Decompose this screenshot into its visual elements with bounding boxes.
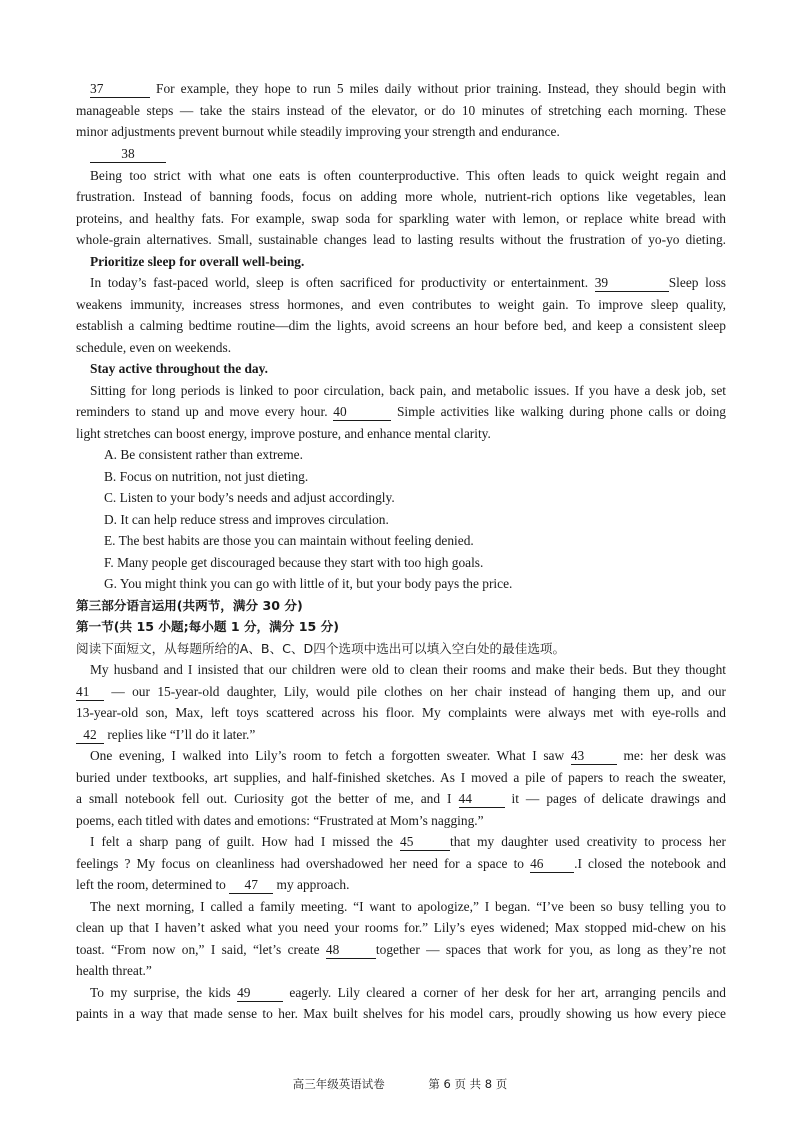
option-d: D. It can help reduce stress and improves circulation.	[104, 512, 389, 527]
option-a: A. Be consistent rather than extreme.	[104, 447, 303, 462]
section3-subtitle: 第一节(共 15 小题;每小题 1 分，满分 15 分)	[76, 619, 339, 634]
blank-45: 45	[400, 834, 450, 851]
option-f: F. Many people get discouraged because they start with too high goals.	[104, 555, 484, 570]
blank-44: 44	[459, 791, 505, 808]
blank-37: 37	[90, 81, 150, 98]
option-c: C. Listen to your body’s needs and adjust accordingly.	[104, 490, 395, 505]
heading-sleep: Prioritize sleep for overall well-being.	[90, 254, 305, 269]
p40-line2: reminders to stand up and move every hour. 40 Simple activities like walking during phone calls or doing	[76, 404, 726, 419]
option-b: B. Focus on nutrition, not just dieting.	[104, 469, 309, 484]
cloze-line2: 41 — our 15-year-old daughter, Lily, would pile clothes on her chair instead of hanging them up, and our	[76, 684, 726, 699]
cloze-line12: The next morning, I called a family meeting. “I want to apologize,” I began. “I’ve been so busy telling you to	[90, 899, 726, 914]
p37-line1: 37 For example, they hope to run 5 miles daily without prior training. Instead, they should begin with	[90, 81, 726, 96]
blank-41: 41	[76, 684, 104, 701]
cloze-line14: toast. “From now on,” I said, “let’s create 48 together — spaces that work for you, as long as they’re not	[76, 942, 726, 957]
cloze-line9: I felt a sharp pang of guilt. How had I missed the 45 that my daughter used creativity to process her	[90, 834, 726, 849]
blank-47: 47	[229, 877, 273, 894]
blank-49: 49	[237, 985, 283, 1002]
p38-line4: whole-grain alternatives. Small, sustainable changes lead to lasting results without the frustration of yo-yo dieting.	[76, 232, 726, 247]
p39-line2: weakens immunity, increases stress hormones, and even contributes to weight gain. To improve sleep quality,	[76, 297, 726, 312]
p39-line1: In today’s fast-paced world, sleep is often sacrificed for productivity or entertainment. 39 Sleep loss	[90, 275, 726, 290]
blank-42: 42	[76, 727, 104, 744]
page-footer	[0, 1076, 800, 1092]
heading-active: Stay active throughout the day.	[90, 361, 268, 376]
p39-line4: schedule, even on weekends.	[76, 340, 232, 355]
cloze-line1: My husband and I insisted that our children were old to clean their rooms and make their beds. But they thought	[90, 662, 726, 677]
cloze-line6: buried under textbooks, art supplies, and half-finished sketches. As I moved a pile of papers to reach the sweater,	[76, 770, 726, 785]
section3-instruction: 阅读下面短文，从每题所给的A、B、C、D四个选项中选出可以填入空白处的最佳选项。	[76, 641, 566, 656]
blank-40: 40	[333, 404, 391, 421]
cloze-line10: feelings ? My focus on cleanliness had overshadowed her need for a space to 46 .I closed the notebook and	[76, 856, 726, 871]
p37-line3: minor adjustments prevent burnout while steadily improving your strength and endurance.	[76, 124, 560, 139]
p38-line1: Being too strict with what one eats is often counterproductive. This often leads to quick weight regain and	[90, 168, 726, 183]
cloze-line13: clean up that I haven’t asked what you need your rooms for.” Lily’s eyes widened; Max stopped mid-chew on his	[76, 920, 726, 935]
p38-line3: proteins, and healthy fats. For example, swap soda for sparkling water with lemon, or replace white bread with	[76, 211, 726, 226]
cloze-line11: left the room, determined to 47 my approach.	[76, 877, 350, 892]
cloze-line17: paints in a way that made sense to her. Max built shelves for his model cars, proudly showing us how every piece	[76, 1006, 726, 1021]
cloze-line5: One evening, I walked into Lily’s room to fetch a forgotten sweater. What I saw 43 me: her desk was	[90, 748, 726, 763]
p37-line2: manageable steps — take the stairs instead of the elevator, or do 10 minutes of stretching each morning. These	[76, 103, 726, 118]
p40-line3: light stretches can boost energy, improve posture, and enhance mental clarity.	[76, 426, 491, 441]
option-g: G. You might think you can go with little of it, but your body pays the price.	[104, 576, 513, 591]
p40-line1: Sitting for long periods is linked to poor circulation, back pain, and metabolic issues. If you have a desk job, set	[90, 383, 726, 398]
blank-48: 48	[326, 942, 376, 959]
cloze-line4: 42 replies like “I’ll do it later.”	[76, 726, 726, 746]
option-e: E. The best habits are those you can maintain without feeling denied.	[104, 533, 474, 548]
blank-39: 39	[595, 275, 669, 292]
blank-38: 38	[90, 146, 166, 163]
p39-line3: establish a calming bedtime routine—dim the lights, avoid screens an hour before bed, and keep a consistent sleep	[76, 318, 726, 333]
cloze-line16: To my surprise, the kids 49 eagerly. Lily cleared a corner of her desk for her art, arranging pencils and	[90, 985, 726, 1000]
cloze-line3: 13-year-old son, Max, left toys scattered across his floor. My complaints were always met with eye-rolls and	[76, 705, 726, 720]
p38-blank-line	[76, 145, 726, 165]
blank-43: 43	[571, 748, 617, 765]
footer-exam-name: 高三年级英语试卷	[292, 1077, 385, 1091]
section3-title: 第三部分语言运用(共两节，满分 30 分)	[76, 598, 303, 613]
p38-line2: frustration. Instead of banning foods, focus on adding more whole, nutrient-rich options like vegetables, lean	[76, 189, 726, 204]
blank-46: 46	[530, 856, 574, 873]
cloze-line8: poems, each titled with dates and emotions: “Frustrated at Mom’s nagging.”	[76, 813, 484, 828]
footer-page-info: 第 6 页 共 8 页	[428, 1077, 508, 1091]
cloze-line7: a small notebook fell out. Curiosity got the better of me, and I 44 it — pages of delicate drawings and	[76, 791, 726, 806]
cloze-line15: health threat.”	[76, 963, 152, 978]
